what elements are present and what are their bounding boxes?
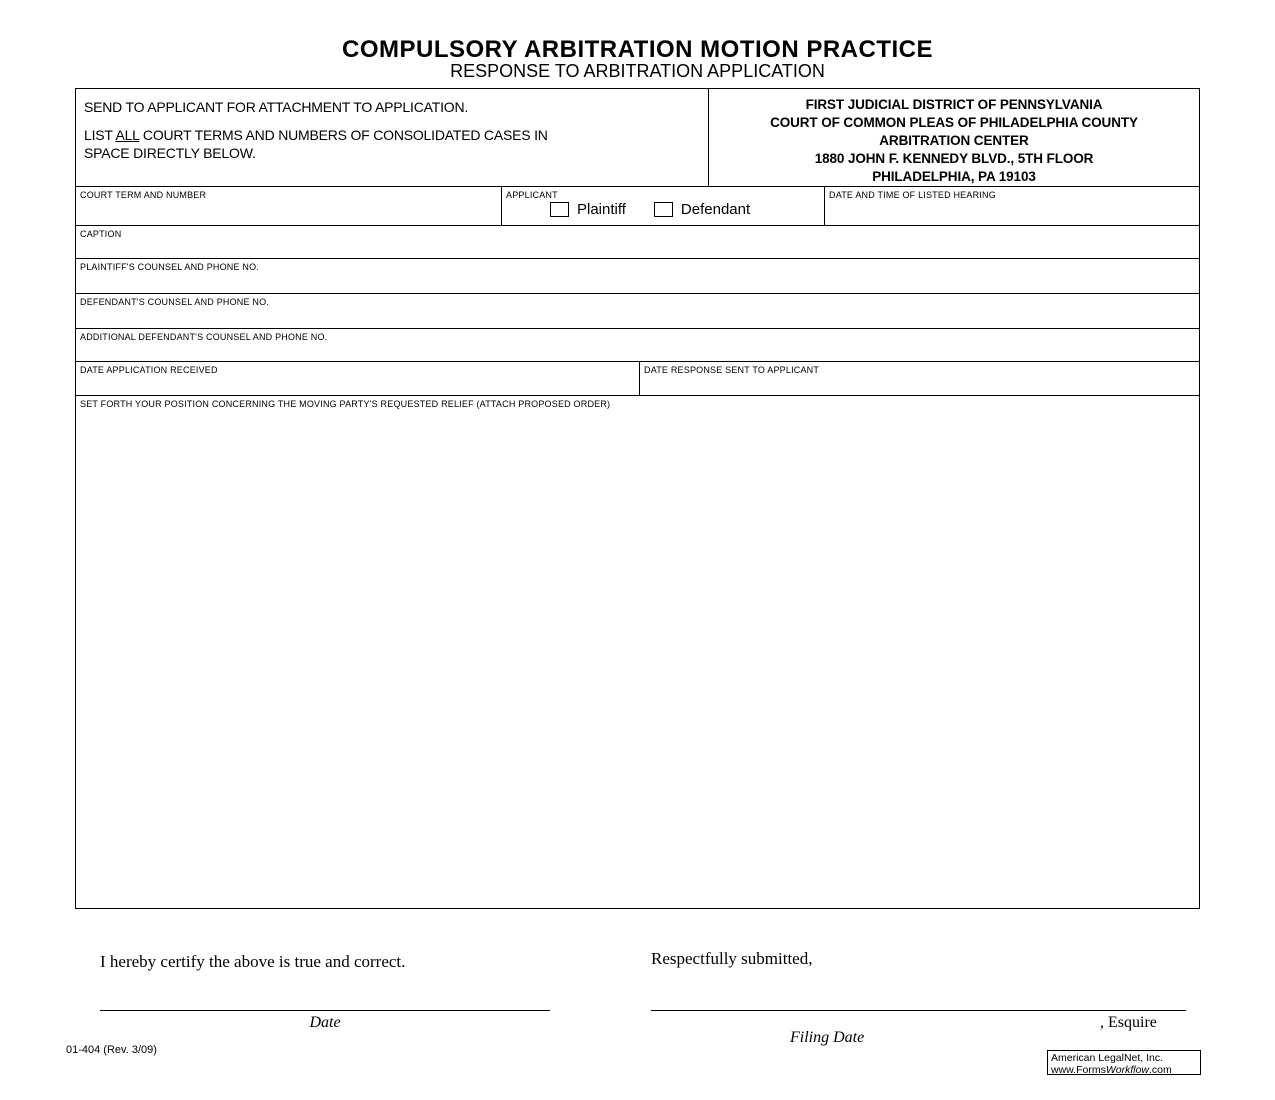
court-term-field[interactable] bbox=[76, 187, 501, 225]
plaintiff-counsel-field[interactable] bbox=[76, 259, 1199, 293]
row-additional-defendant-counsel bbox=[76, 329, 1199, 362]
legalnet-url-pre: www.Forms bbox=[1051, 1064, 1106, 1076]
court-term-label: COURT TERM AND NUMBER bbox=[80, 190, 207, 200]
row-caption bbox=[76, 226, 1199, 259]
hearing-datetime-field[interactable] bbox=[824, 187, 1199, 225]
page-subtitle: RESPONSE TO ARBITRATION APPLICATION bbox=[450, 61, 825, 81]
date-application-received-field[interactable] bbox=[76, 362, 639, 395]
checkbox-defendant[interactable] bbox=[654, 202, 673, 217]
attorney-signature-line[interactable] bbox=[651, 1010, 1186, 1011]
court-line-5: PHILADELPHIA, PA 19103 bbox=[872, 169, 1036, 184]
certification-text: I hereby certify the above is true and correct. bbox=[100, 952, 406, 971]
position-statement-field[interactable] bbox=[76, 396, 1199, 908]
applicant-label: APPLICANT bbox=[506, 190, 558, 200]
court-line-1: FIRST JUDICIAL DISTRICT OF PENNSYLVANIA bbox=[805, 97, 1103, 112]
position-statement-label: SET FORTH YOUR POSITION CONCERNING THE MOVING PARTY'S REQUESTED RELIEF (ATTACH PROPOSED ORDER) bbox=[80, 399, 611, 409]
row-position bbox=[76, 396, 1199, 908]
caption-label: CAPTION bbox=[80, 229, 122, 239]
applicant-checkbox-group bbox=[550, 201, 750, 218]
checkbox-defendant-label: Defendant bbox=[680, 201, 751, 218]
defendant-counsel-label: DEFENDANT'S COUNSEL AND PHONE NO. bbox=[80, 297, 270, 307]
defendant-counsel-field[interactable] bbox=[76, 294, 1199, 328]
esquire-label: , Esquire bbox=[1100, 1014, 1157, 1031]
row-plaintiff-counsel bbox=[76, 259, 1199, 294]
legalnet-line-2 bbox=[1051, 1064, 1197, 1076]
legalnet-url-post: .com bbox=[1149, 1064, 1172, 1076]
hearing-datetime-label: DATE AND TIME OF LISTED HEARING bbox=[829, 190, 996, 200]
instruction-line-1: SEND TO APPLICANT FOR ATTACHMENT TO APPLICATION. bbox=[84, 99, 469, 115]
court-line-3: ARBITRATION CENTER bbox=[879, 133, 1029, 148]
instruction-line-3: SPACE DIRECTLY BELOW. bbox=[84, 145, 256, 161]
date-response-sent-label: DATE RESPONSE SENT TO APPLICANT bbox=[644, 365, 820, 375]
row-dates bbox=[76, 362, 1199, 396]
court-line-4: 1880 JOHN F. KENNEDY BLVD., 5TH FLOOR bbox=[814, 151, 1094, 166]
form-number: 01-404 (Rev. 3/09) bbox=[66, 1044, 157, 1056]
instruction-emph: ALL bbox=[115, 127, 140, 143]
form-table bbox=[75, 88, 1200, 909]
checkbox-plaintiff[interactable] bbox=[550, 202, 569, 217]
date-application-received-label: DATE APPLICATION RECEIVED bbox=[80, 365, 218, 375]
legalnet-stamp bbox=[1047, 1050, 1201, 1075]
header-row bbox=[76, 89, 1199, 187]
date-line-label: Date bbox=[309, 1014, 341, 1031]
legalnet-url-em: Workflow bbox=[1105, 1064, 1150, 1076]
additional-defendant-counsel-field[interactable] bbox=[76, 329, 1199, 361]
respectfully-submitted-text: Respectfully submitted, bbox=[651, 949, 813, 968]
date-response-sent-field[interactable] bbox=[639, 362, 1199, 395]
checkbox-plaintiff-label: Plaintiff bbox=[577, 201, 626, 218]
page-title: COMPULSORY ARBITRATION MOTION PRACTICE bbox=[342, 36, 933, 63]
filing-date-label: Filing Date bbox=[790, 1029, 865, 1046]
caption-field[interactable] bbox=[76, 226, 1199, 258]
instruction-line-2 bbox=[84, 126, 700, 144]
plaintiff-counsel-label: PLAINTIFF'S COUNSEL AND PHONE NO. bbox=[80, 262, 260, 272]
row-court-term bbox=[76, 187, 1199, 226]
applicant-plaintiff-option[interactable] bbox=[550, 201, 626, 218]
legalnet-line-1: American LegalNet, Inc. bbox=[1051, 1052, 1164, 1064]
applicant-field bbox=[501, 187, 824, 225]
row-defendant-counsel bbox=[76, 294, 1199, 329]
date-signature-line[interactable] bbox=[100, 1010, 550, 1011]
instructions-block bbox=[76, 89, 708, 186]
court-address-block bbox=[708, 89, 1199, 186]
applicant-defendant-option[interactable] bbox=[654, 201, 750, 218]
additional-defendant-counsel-label: ADDITIONAL DEFENDANT'S COUNSEL AND PHONE NO. bbox=[80, 332, 328, 342]
instruction-post: COURT TERMS AND NUMBERS OF CONSOLIDATED CASES IN bbox=[139, 127, 548, 143]
instruction-pre: LIST bbox=[84, 127, 116, 143]
court-line-2: COURT OF COMMON PLEAS OF PHILADELPHIA COUNTY bbox=[770, 115, 1138, 130]
